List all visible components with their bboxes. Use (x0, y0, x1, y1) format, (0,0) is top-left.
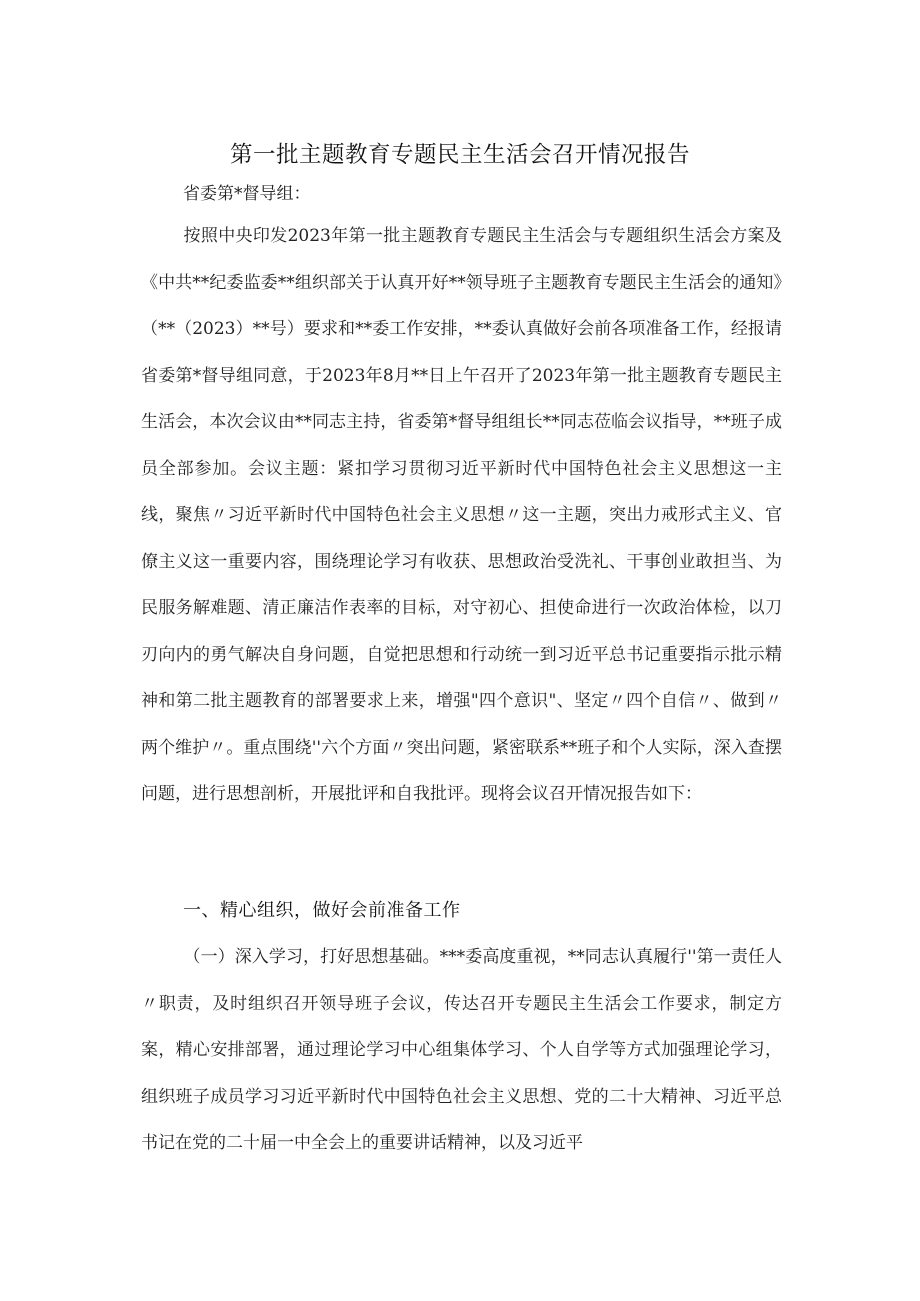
section-heading: 一、精心组织，做好会前准备工作 (183, 900, 461, 921)
document-title: 第一批主题教育专题民主生活会召开情况报告 (229, 142, 690, 169)
salutation: 省委第*督导组： (183, 184, 311, 204)
paragraph-intro: 按照中央印发2023年第一批主题教育专题民主生活会与专题组织生活会方案及《中共**纪委监委**组织部关于认真开好**领导班子主题教育专题民主生活会的通知》（**（2023）**号）要求和**委工作安排，**委认真做好会前各项准备工作，经报请省委第*督导组同意，于2023年8月**日上午召开了2023年第一批主题教育专题民主生活会，本次会议由**同志主持，省委第*督导组组长**同志莅临会议指导，**班子成员全部参加。会议主题：紧扣学习贯彻习近平新时代中国特色社会主义思想这一主线，聚焦〃习近平新时代中国特色社会主义思想〃这一主题，突出力戒形式主义、官僚主义这一重要内容，围绕理论学习有收获、思想政治受洗礼、干事创业敢担当、为民服务解难题、清正廉洁作表率的目标，对守初心、担使命进行一次政治体检，以刀刃向内的勇气解决自身问题，自觉把思想和行动统一到习近平总书记重要指示批示精神和第二批主题教育的部署要求上来，增强"四个意识"、坚定〃四个自信〃、做到〃两个维护〃。重点围绕''六个方面〃突出问题，紧密联系**班子和个人实际，深入查摆问题，进行思想剖析，开展批评和自我批评。现将会议召开情况报告如下： (141, 226, 782, 804)
paragraph-study: （一）深入学习，打好思想基础。***委高度重视，**同志认真履行''第一责任人〃职责，及时组织召开领导班子会议，传达召开专题民主生活会工作要求，制定方案，精心安排部署，通过理论学习中心组集体学习、个人自学等方式加强理论学习，组织班子成员学习习近平新时代中国特色社会主义思想、党的二十大精神、习近平总书记在党的二十届一中全会上的重要讲话精神，以及习近平 (141, 947, 782, 1153)
